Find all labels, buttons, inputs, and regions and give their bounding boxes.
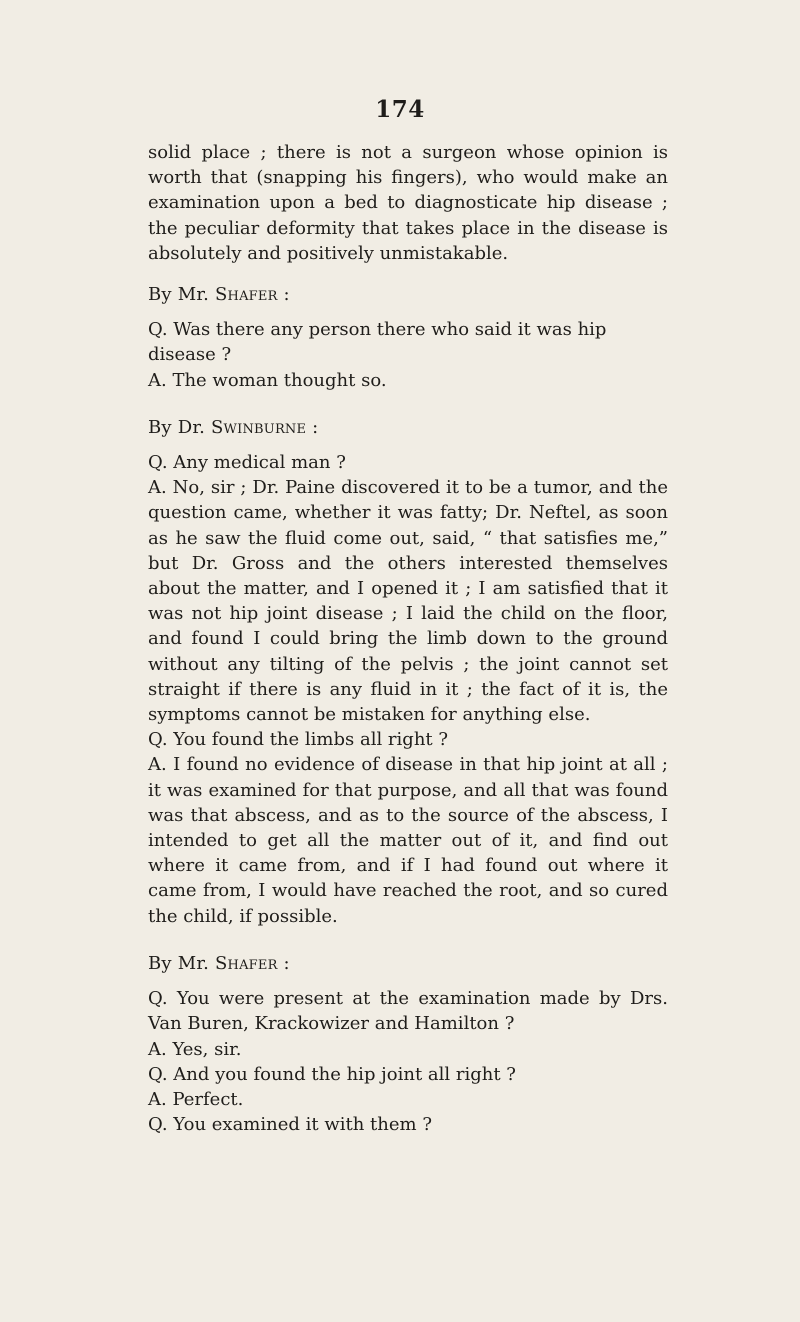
question: Q. You examined it with them ? — [148, 1114, 432, 1136]
speaker-prefix: By Mr. — [148, 284, 210, 306]
answer: A. Perfect. — [148, 1088, 244, 1110]
page-body — [148, 140, 668, 1137]
question: Q. You were present at the examination made by Drs. Van Buren, Krackowizer and Hamilton ? — [148, 988, 668, 1035]
speaker-colon: : — [306, 416, 319, 438]
question: Q. And you found the hip joint all right ? — [148, 1063, 516, 1085]
speaker-heading — [148, 282, 668, 307]
answer: A. No, sir ; Dr. Paine discovered it to be a tumor, and the question came, whether it was fatty; Dr. Neftel, as soon as he saw the fluid come out, said, “ that satisfies me,” but Dr. Gross and the others interested themselves about the matter, and I opened it ; I am satisfied that it was not hip joint disease ; I laid the child on the floor, and found I could bring the limb down to the ground without any tilting of the pelvis ; the joint cannot set straight if there is any fluid in it ; the fact of it is, the symptoms cannot be mistaken for anything else. — [148, 477, 668, 726]
answer: A. The woman thought so. — [148, 369, 387, 391]
answer: A. Yes, sir. — [148, 1038, 242, 1060]
speaker-heading — [148, 415, 668, 440]
question: Q. Was there any person there who said it was hip disease ? — [148, 319, 607, 366]
speaker-prefix: By Mr. — [148, 952, 210, 974]
speaker-prefix: By Dr. — [148, 416, 206, 438]
speaker-name: Shafer — [215, 284, 278, 306]
speaker-heading — [148, 951, 668, 976]
speaker-name: Shafer — [215, 952, 278, 974]
page-number: 174 — [375, 96, 425, 123]
answer: A. I found no evidence of disease in that hip joint at all ; it was examined for that purpose, and all that was found was that abscess, and as to the source of the abscess, I intended to get all the matter out of it, and find out where it came from, and if I had found out where it came from, I would have reached the root, and so cured the child, if possible. — [148, 754, 668, 927]
speaker-name: Swinburne — [211, 416, 307, 438]
speaker-colon: : — [277, 284, 290, 306]
question: Q. You found the limbs all right ? — [148, 729, 449, 751]
speaker-colon: : — [277, 952, 290, 974]
question: Q. Any medical man ? — [148, 452, 346, 474]
opening-paragraph: solid place ; there is not a surgeon whose opinion is worth that (snapping his fingers), who would make an examination upon a bed to diagnosticate hip disease ; the peculiar deformity that takes place in the disease is absolutely and positively unmistakable. — [148, 142, 668, 264]
